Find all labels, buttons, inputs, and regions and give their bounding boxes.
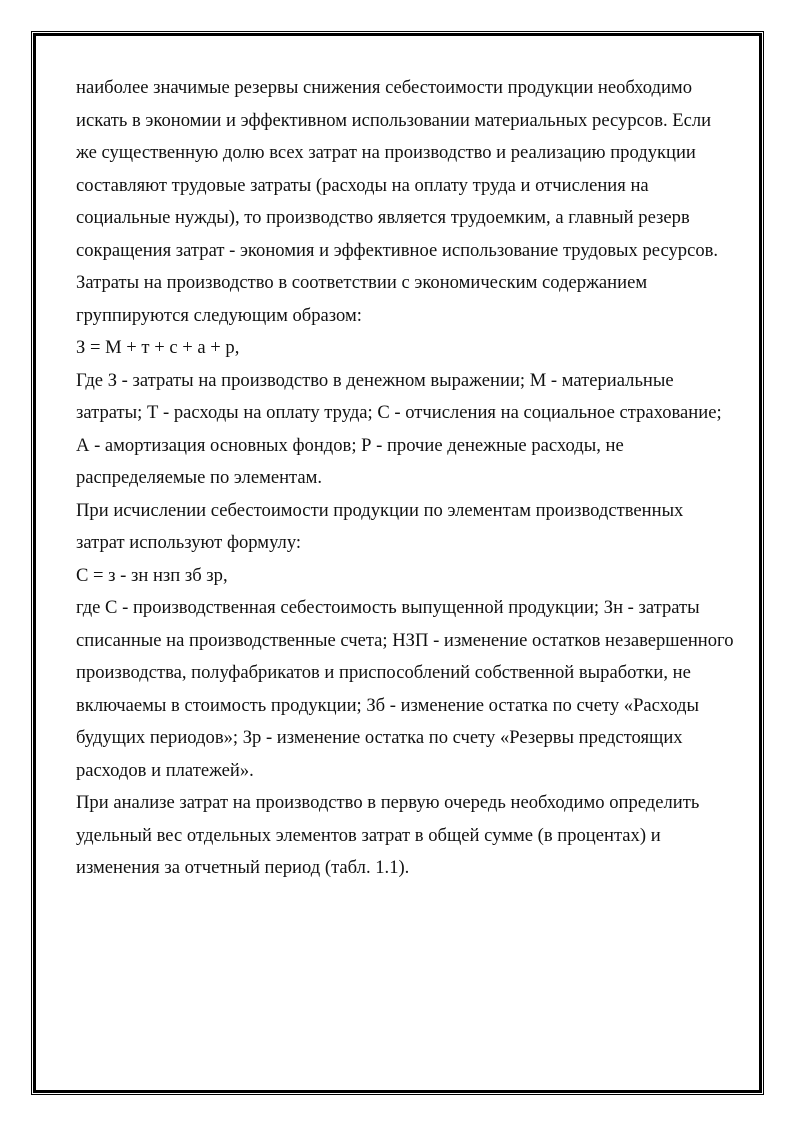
paragraph-resources: наиболее значимые резервы снижения себестоимости продукции необходимо искать в экономии и эффективном использовании материальных ресурсов. Если же существенную долю всех затрат на производство и реализацию продукции составляют трудовые затраты (расходы на оплату труда и отчисления на социальные нужды), то производство является трудоемким, а главный резерв сокращения затрат - экономия и эффективное использование трудовых ресурсов. [76, 77, 719, 261]
formula-costs: З = М + т + с + а + р, [76, 337, 240, 358]
paragraph-cost-grouping: Затраты на производство в соответствии с экономическим содержанием группируются следующим образом: [76, 272, 648, 326]
paragraph-formula-legend: Где З - затраты на производство в денежном выражении; М - материальные затраты; Т - расходы на оплату труда; С - отчисления на социальное страхование; А - амортизация основных фондов; Р - прочие денежные расходы, не распределяемые по элементам. [76, 369, 722, 488]
formula-production-cost: С = з - зн нзп зб зр, [76, 564, 228, 586]
paragraph-production-cost-legend: где С - производственная себестоимость выпущенной продукции; Зн - затраты списанные на производственные счета; НЗП - изменение остатков незавершенного производства, полуфабрикатов и приспособлений собственной выработки, не включаемы в стоимость продукции; Зб - изменение остатка по счету «Расходы будущих периодов»; Зр - изменение остатка по счету «Резервы предстоящих расходов и платежей». [76, 597, 734, 781]
document-body [76, 72, 736, 885]
paragraph-analysis: При анализе затрат на производство в первую очередь необходимо определить удельный вес отдельных элементов затрат в общей сумме (в процентах) и изменения за отчетный период (табл. 1.1). [76, 792, 700, 878]
paragraph-cost-calculation: При исчислении себестоимости продукции по элементам производственных затрат используют формулу: [76, 499, 684, 553]
